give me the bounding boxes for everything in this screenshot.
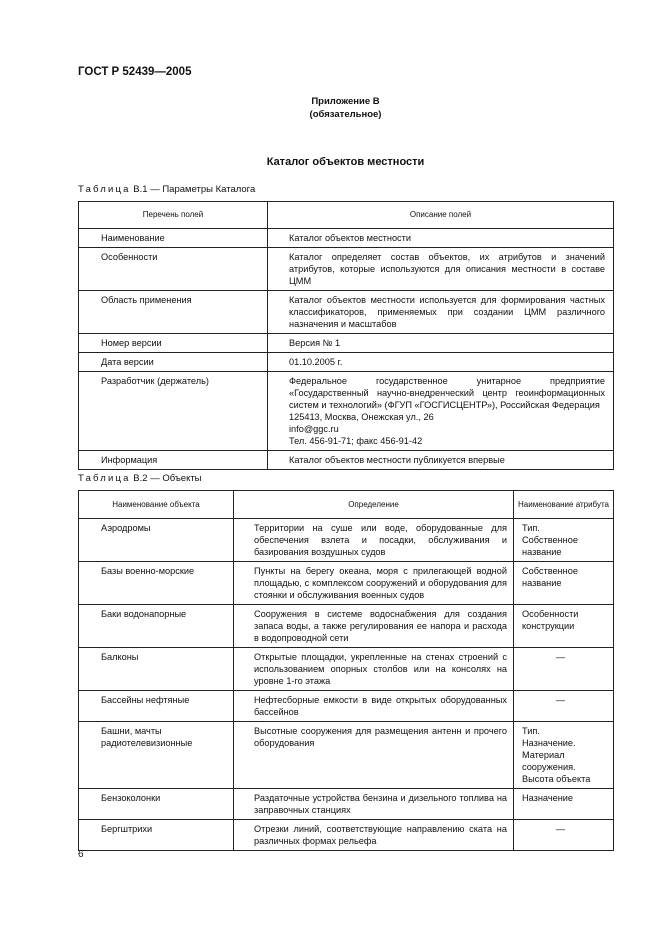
- field-name: Разработчик (держатель): [79, 372, 268, 451]
- table2-caption-prefix: Таблица: [78, 473, 131, 484]
- developer-address: 125413, Москва, Онежская ул., 26: [289, 412, 434, 422]
- attribute-dash: —: [555, 652, 566, 662]
- attribute: Назначение: [522, 793, 574, 803]
- appendix-heading: [0, 95, 661, 121]
- page-number: 6: [78, 849, 84, 860]
- object-definition: Открытые площадки, укрепленные на стенах строений с использованием опорных столбов или на консолях на уровне 1-го этажа: [234, 648, 514, 691]
- object-attributes: [514, 722, 614, 789]
- object-definition: Сооружения в системе водоснабжения для создания запаса воды, а также регулирования ее напора и расхода в водопроводной сети: [234, 605, 514, 648]
- attribute: Собственное название: [522, 566, 578, 588]
- field-description: Версия № 1: [268, 334, 614, 353]
- attribute: Собственное название: [522, 535, 578, 557]
- field-name: Информация: [79, 451, 268, 470]
- field-name: Наименование: [79, 229, 268, 248]
- object-name: Балконы: [79, 648, 234, 691]
- object-definition: Высотные сооружения для размещения антенн и прочего оборудования: [234, 722, 514, 789]
- table-row: [79, 722, 614, 789]
- field-name: Область применения: [79, 291, 268, 334]
- column-header: Наименование атрибута: [514, 491, 614, 519]
- object-name: Бензоколонки: [79, 789, 234, 820]
- column-header: Перечень полей: [79, 202, 268, 229]
- table-row: [79, 372, 614, 451]
- table-row: [79, 229, 614, 248]
- table-row: [79, 605, 614, 648]
- object-name: Аэродромы: [79, 519, 234, 562]
- object-definition: Раздаточные устройства бензина и дизельного топлива на заправочных станциях: [234, 789, 514, 820]
- object-definition: Отрезки линий, соответствующие направлению ската на различных формах рельефа: [234, 820, 514, 851]
- field-description: Каталог определяет состав объектов, их атрибутов и значений атрибутов, которые используются для описания местности в составе ЦММ: [268, 248, 614, 291]
- table-header-row: [79, 202, 614, 229]
- table-row: [79, 789, 614, 820]
- table2-caption: [78, 473, 202, 484]
- table1-caption: [78, 184, 255, 195]
- object-name: Бассейны нефтяные: [79, 691, 234, 722]
- table2-caption-text: В.2 — Объекты: [133, 473, 202, 484]
- attribute: Высота объекта: [522, 774, 591, 784]
- object-attributes: [514, 789, 614, 820]
- developer-description: Федеральное государственное унитарное предприятие «Государственный научно-внедренческий центр геоинформационных систем и технологий» (ФГУП «ГОСГИСЦЕНТР»), Российская Федерация: [289, 376, 605, 410]
- attribute: Материал сооружения.: [522, 750, 576, 772]
- field-name: Особенности: [79, 248, 268, 291]
- developer-phone: Тел. 456-91-71; факс 456-91-42: [289, 436, 423, 446]
- field-description: [268, 372, 614, 451]
- object-attributes: [514, 691, 614, 722]
- table-row: [79, 291, 614, 334]
- attribute: Тип.: [522, 523, 540, 533]
- object-attributes: [514, 648, 614, 691]
- table1-caption-text: В.1 — Параметры Каталога: [133, 184, 256, 195]
- table-row: [79, 248, 614, 291]
- column-header: Наименование объекта: [79, 491, 234, 519]
- attribute: Тип.: [522, 726, 540, 736]
- field-description: Каталог объектов местности используется для формирования частных классификаторов, применяемых при создании ЦММ различного назначения и масштабов: [268, 291, 614, 334]
- table-row: [79, 334, 614, 353]
- table-row: [79, 691, 614, 722]
- column-header: Описание полей: [268, 202, 614, 229]
- object-attributes: [514, 820, 614, 851]
- object-name: Базы военно-морские: [79, 562, 234, 605]
- table1-caption-prefix: Таблица: [78, 184, 131, 195]
- table-row: [79, 648, 614, 691]
- object-attributes: [514, 519, 614, 562]
- field-description: Каталог объектов местности публикуется впервые: [268, 451, 614, 470]
- table-row: [79, 562, 614, 605]
- attribute: Особенности конструкции: [522, 609, 579, 631]
- attribute-dash: —: [555, 695, 566, 705]
- catalog-title: Каталог объектов местности: [266, 156, 425, 168]
- table-row: [79, 519, 614, 562]
- object-attributes: [514, 562, 614, 605]
- column-header: Определение: [234, 491, 514, 519]
- catalog-parameters-table: [78, 201, 614, 470]
- table-row: [79, 820, 614, 851]
- object-definition: Территории на суше или воде, оборудованные для обеспечения взлета и посадки, обслуживания и базирования воздушных судов: [234, 519, 514, 562]
- field-description: Каталог объектов местности: [268, 229, 614, 248]
- field-name: Номер версии: [79, 334, 268, 353]
- field-description: 01.10.2005 г.: [268, 353, 614, 372]
- table-row: [79, 353, 614, 372]
- appendix-title: Приложение В: [311, 96, 380, 107]
- object-definition: Пункты на берегу океана, моря с прилегающей водной площадью, с комплексом сооружений и оборудования для стоянки и обслуживания военных судов: [234, 562, 514, 605]
- object-name: Баки водонапорные: [79, 605, 234, 648]
- object-name: Башни, мачты радиотелевизионные: [79, 722, 234, 789]
- field-name: Дата версии: [79, 353, 268, 372]
- object-definition: Нефтесборные емкости в виде открытых оборудованных бассейнов: [234, 691, 514, 722]
- document-code: ГОСТ Р 52439—2005: [78, 66, 192, 78]
- object-name: Бергштрихи: [79, 820, 234, 851]
- developer-email: info@ggc.ru: [289, 424, 339, 434]
- attribute: Назначение.: [522, 738, 576, 748]
- table-row: [79, 451, 614, 470]
- objects-table: [78, 490, 614, 851]
- table-header-row: [79, 491, 614, 519]
- object-attributes: [514, 605, 614, 648]
- attribute-dash: —: [555, 824, 566, 834]
- appendix-status: (обязательное): [309, 109, 382, 120]
